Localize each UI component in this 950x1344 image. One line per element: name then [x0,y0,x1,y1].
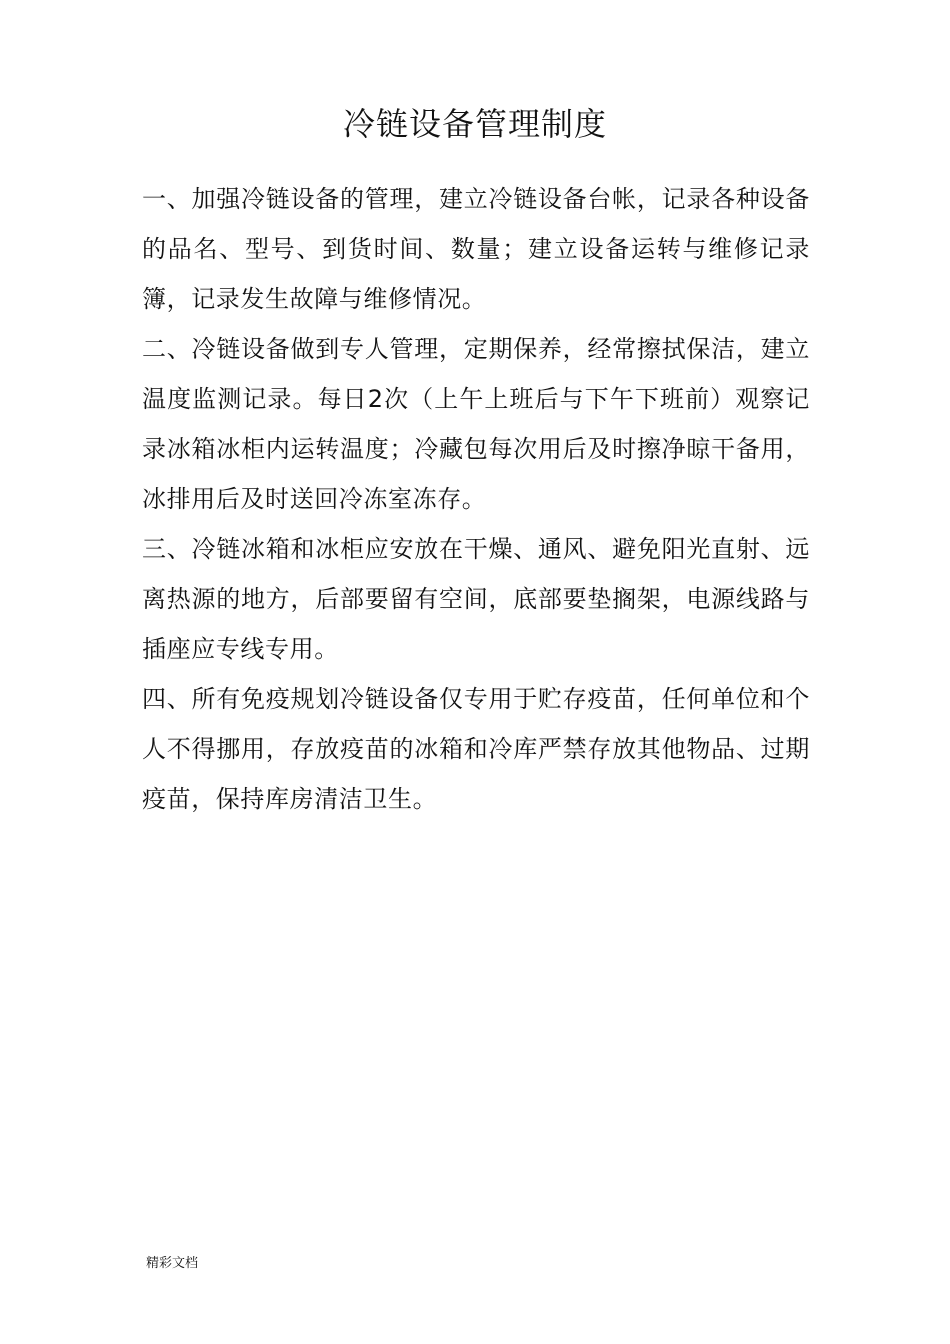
document-title: 冷链设备管理制度 [342,105,607,143]
paragraph-4: 四、所有免疫规划冷链设备仅专用于贮存疫苗，任何单位和个人不得挪用，存放疫苗的冰箱和冷库严禁存放其他物品、过期疫苗，保持库房清洁卫生。 [142,685,810,813]
paragraph-2: 二、冷链设备做到专人管理，定期保养，经常擦拭保洁，建立温度监测记录。每日2次（上午上班后与下午下班前）观察记录冰箱冰柜内运转温度；冷藏包每次用后及时擦净晾干备用，冰排用后及时送回冷冻室冻存。 [142,335,810,513]
paragraph-3: 三、冷链冰箱和冰柜应安放在干燥、通风、避免阳光直射、远离热源的地方，后部要留有空间，底部要垫搁架，电源线路与插座应专线专用。 [142,535,810,663]
paragraph-1: 一、加强冷链设备的管理，建立冷链设备台帐，记录各种设备的品名、型号、到货时间、数量；建立设备运转与维修记录簿，记录发生故障与维修情况。 [142,185,810,313]
footer-note: 精彩文档 [146,1256,199,1271]
document-body [142,174,810,824]
